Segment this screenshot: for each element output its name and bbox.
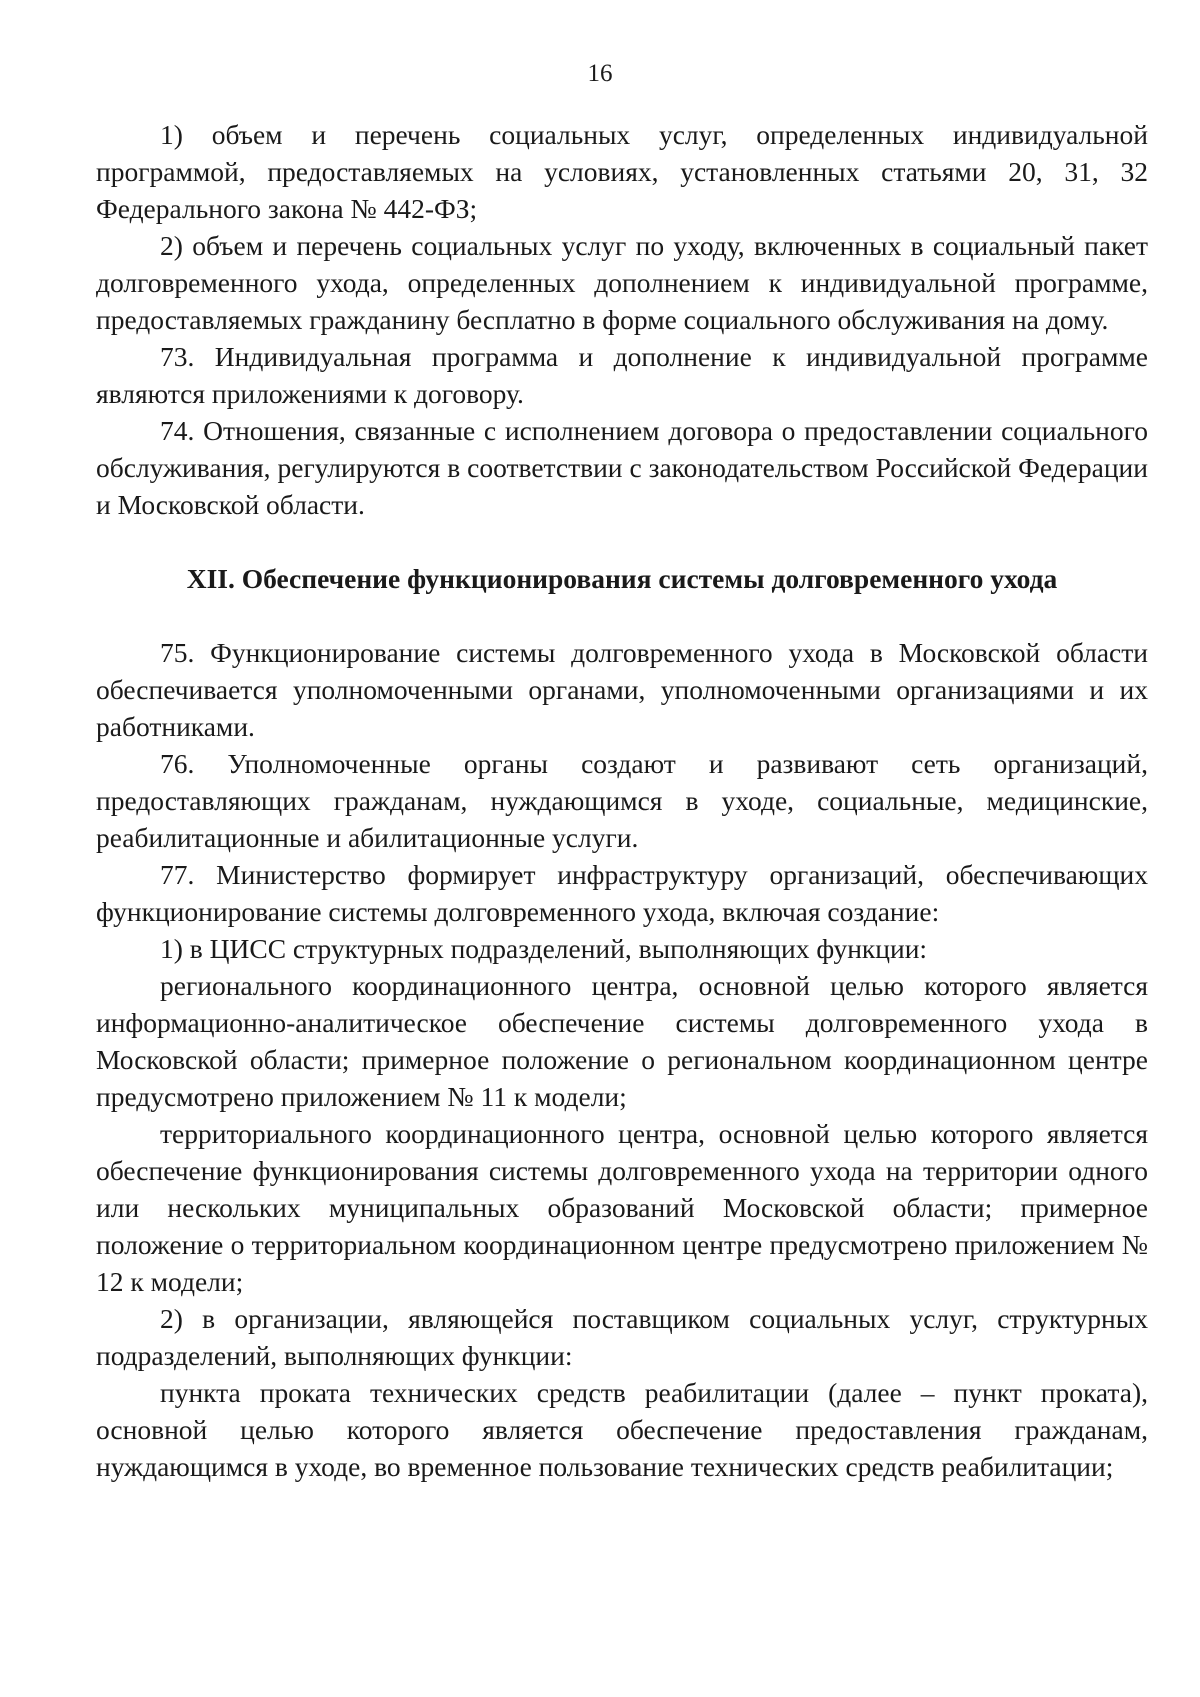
- paragraph-regional-center: регионального координационного центра, основной целью которого является информационно-аналитическое обеспечение системы долговременного ухода в Московской области; примерное положение о региональном координационном центре предусмотрено приложением № 11 к модели;: [96, 970, 1148, 1112]
- paragraph-77-item-1: 1) в ЦИСС структурных подразделений, выполняющих функции:: [160, 933, 928, 964]
- paragraph-territorial-center: территориального координационного центра, основной целью которого является обеспечение функционирования системы долговременного ухода на территории одного или нескольких муниципальных образований Московской области; примерное положение о территориальном координационном центре предусмотрено приложением № 12 к модели;: [96, 1118, 1148, 1297]
- page-number: 16: [587, 60, 613, 87]
- paragraph-rental-point: пункта проката технических средств реабилитации (далее – пункт проката), основной целью которого является обеспечение предоставления гражданам, нуждающимся в уходе, во временное пользование технических средств реабилитации;: [96, 1377, 1148, 1482]
- paragraph-77: 77. Министерство формирует инфраструктуру организаций, обеспечивающих функционирование системы долговременного ухода, включая создание:: [96, 859, 1148, 927]
- document-body: [96, 116, 1148, 1485]
- paragraph-item-1: 1) объем и перечень социальных услуг, определенных индивидуальной программой, предоставляемых на условиях, установленных статьями 20, 31, 32 Федерального закона № 442-ФЗ;: [96, 119, 1148, 224]
- paragraph-77-item-2: 2) в организации, являющейся поставщиком социальных услуг, структурных подразделений, выполняющих функции:: [96, 1303, 1148, 1371]
- section-heading: XII. Обеспечение функционирования системы долговременного ухода: [186, 563, 1058, 594]
- paragraph-74: 74. Отношения, связанные с исполнением договора о предоставлении социального обслуживания, регулируются в соответствии с законодательством Российской Федерации и Московской области.: [96, 415, 1148, 520]
- paragraph-76: 76. Уполномоченные органы создают и развивают сеть организаций, предоставляющих гражданам, нуждающимся в уходе, социальные, медицинские, реабилитационные и абилитационные услуги.: [96, 748, 1148, 853]
- paragraph-75: 75. Функционирование системы долговременного ухода в Московской области обеспечивается уполномоченными органами, уполномоченными организациями и их работниками.: [96, 637, 1148, 742]
- paragraph-73: 73. Индивидуальная программа и дополнение к индивидуальной программе являются приложениями к договору.: [96, 341, 1148, 409]
- paragraph-item-2: 2) объем и перечень социальных услуг по уходу, включенных в социальный пакет долговременного ухода, определенных дополнением к индивидуальной программе, предоставляемых гражданину бесплатно в форме социального обслуживания на дому.: [96, 230, 1148, 335]
